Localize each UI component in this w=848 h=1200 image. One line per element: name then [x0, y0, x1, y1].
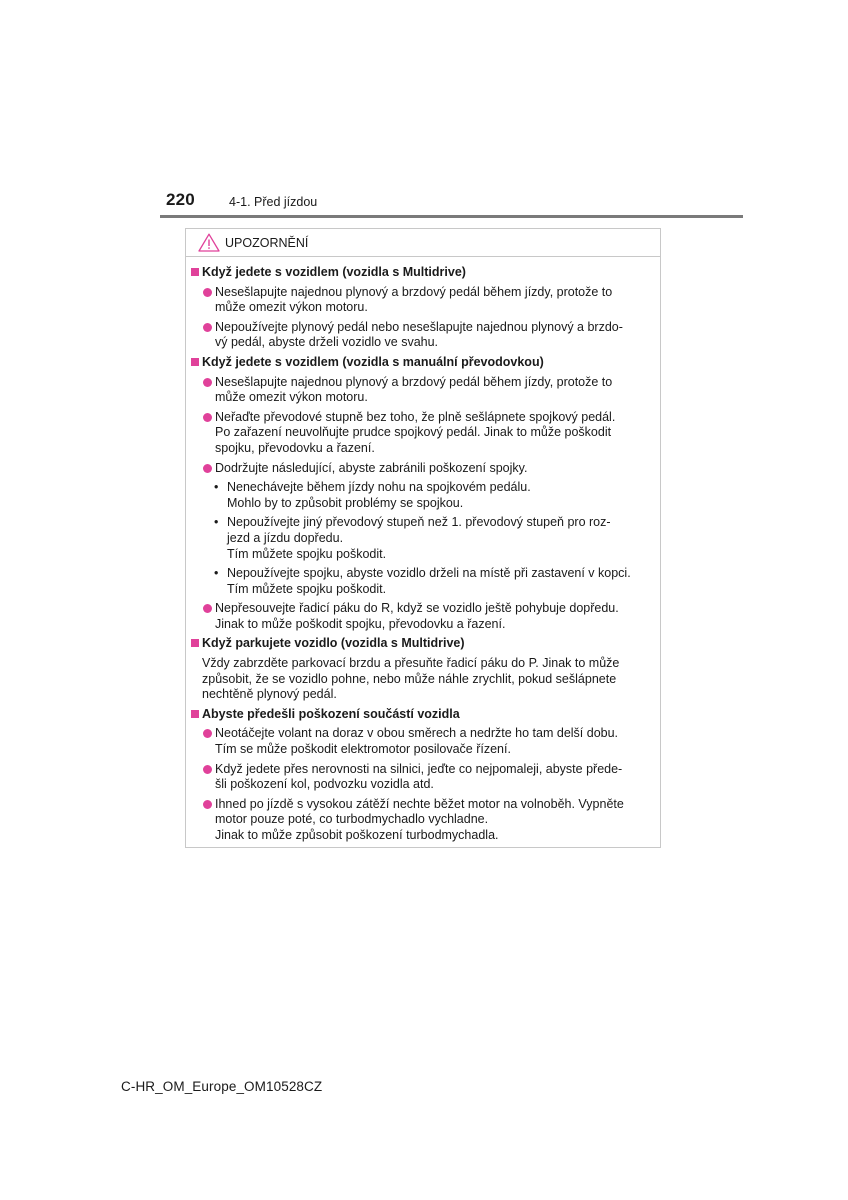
sub-bullet-icon: •: [214, 566, 219, 581]
list-item: Ihned po jízdě s vysokou zátěží nechte běžet motor na volnoběh. Vypněte motor pouze poté, co turbodmychadlo vychladne. Jinak to může způsobit poškození turbodmychadla.: [190, 797, 657, 844]
dot-bullet-icon: [203, 378, 212, 387]
caution-box: [185, 228, 661, 848]
square-bullet-icon: [191, 268, 199, 276]
dot-bullet-icon: [203, 800, 212, 809]
caution-header: [186, 229, 660, 257]
list-item: Nesešlapujte najednou plynový a brzdový pedál během jízdy, protože to může omezit výkon motoru.: [190, 285, 657, 316]
dot-bullet-icon: [203, 288, 212, 297]
dot-bullet-icon: [203, 765, 212, 774]
list-item: Nesešlapujte najednou plynový a brzdový pedál během jízdy, protože to může omezit výkon motoru.: [190, 375, 657, 406]
section-heading: Abyste předešli poškození součástí vozidla: [190, 707, 657, 723]
list-item: Nepoužívejte plynový pedál nebo nesešlapujte najednou plynový a brzdo- vý pedál, abyste drželi vozidlo ve svahu.: [190, 320, 657, 351]
sub-bullet-icon: •: [214, 515, 219, 530]
square-bullet-icon: [191, 639, 199, 647]
sub-list-item: • Nepoužívejte spojku, abyste vozidlo drželi na místě při zastavení v kopci. Tím můžete spojku poškodit.: [214, 566, 631, 596]
dot-bullet-icon: [203, 604, 212, 613]
paragraph: Vždy zabrzděte parkovací brzdu a přesuňte řadicí páku do P. Jinak to může způsobit, že se vozidlo pohne, nebo může náhle zrychlit, pokud sešlápnete nechtěně plynový pedál.: [202, 656, 620, 702]
square-bullet-icon: [191, 710, 199, 718]
page-number: 220: [166, 190, 195, 209]
section-reference: 4-1. Před jízdou: [229, 195, 318, 209]
square-bullet-icon: [191, 358, 199, 366]
caution-title: UPOZORNĚNÍ: [225, 235, 309, 250]
list-item: Dodržujte následující, abyste zabránili poškození spojky.: [190, 461, 657, 477]
sub-bullet-icon: •: [214, 480, 219, 495]
dot-bullet-icon: [203, 464, 212, 473]
section-heading: Když jedete s vozidlem (vozidla s manuální převodovkou): [190, 355, 657, 371]
list-item: Neřaďte převodové stupně bez toho, že plně sešlápnete spojkový pedál. Po zařazení neuvolňujte prudce spojkový pedál. Jinak to může poškodit spojku, převodovku a řazení.: [190, 410, 657, 457]
caution-content: [190, 265, 657, 844]
sub-list-item: • Nepoužívejte jiný převodový stupeň než 1. převodový stupeň pro roz- jezd a jízdu dopředu. Tím můžete spojku poškodit.: [214, 515, 611, 561]
dot-bullet-icon: [203, 323, 212, 332]
section-heading: Když parkujete vozidlo (vozidla s Multidrive): [190, 636, 657, 652]
sub-list-item: • Nenechávejte během jízdy nohu na spojkovém pedálu. Mohlo by to způsobit problémy se spojkou.: [214, 480, 531, 510]
list-item: Když jedete přes nerovnosti na silnici, jeďte co nejpomaleji, abyste přede- šli poškození kol, podvozku vozidla atd.: [190, 762, 657, 793]
list-item: Nepřesouvejte řadicí páku do R, když se vozidlo ještě pohybuje dopředu. Jinak to může poškodit spojku, převodovku a řazení.: [190, 601, 657, 632]
section-heading: Když jedete s vozidlem (vozidla s Multidrive): [190, 265, 657, 281]
document-code: C-HR_OM_Europe_OM10528CZ: [121, 1079, 323, 1094]
header-rule: [160, 215, 743, 218]
list-item: Neotáčejte volant na doraz v obou směrech a nedržte ho tam delší dobu. Tím se může poškodit elektromotor posilovače řízení.: [190, 726, 657, 757]
warning-triangle-icon: [198, 233, 220, 252]
dot-bullet-icon: [203, 729, 212, 738]
dot-bullet-icon: [203, 413, 212, 422]
